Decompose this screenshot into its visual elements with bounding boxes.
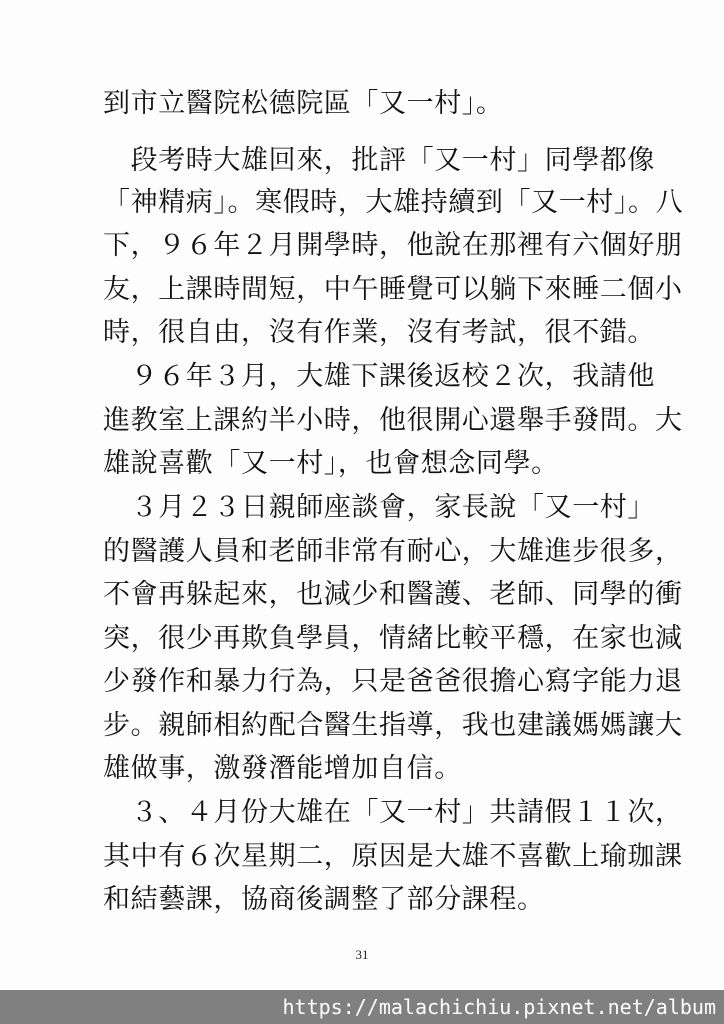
text-line: 段考時大雄回來，批評「又一村」同學都像	[103, 145, 655, 176]
text-line: 突，很少再欺負學員，情緒比較平穩，在家也減	[103, 623, 683, 654]
text-line: 時，很自由，沒有作業，沒有考試，很不錯。	[103, 317, 655, 348]
text-line: 「神精病」。寒假時，大雄持續到「又一村」。八	[103, 187, 684, 218]
text-line: 和結藝課，協商後調整了部分課程。	[103, 884, 545, 915]
page-number: 31	[355, 947, 369, 962]
text-line: 雄說喜歡「又一村」，也會想念同學。	[103, 448, 559, 479]
text-line: 其中有６次星期二，原因是大雄不喜歡上瑜珈課	[103, 841, 683, 872]
text-line: 不會再躲起來，也減少和醫護、老師、同學的衝	[103, 579, 683, 610]
text-line: 的醫護人員和老師非常有耐心，大雄進步很多，	[103, 536, 683, 567]
text-line: ９６年３月，大雄下課後返校２次，我請他	[103, 361, 655, 392]
text-line: 到市立醫院松德院區「又一村」。	[103, 88, 504, 119]
text-line: 少發作和暴力行為，只是爸爸很擔心寫字能力退	[103, 666, 683, 697]
text-line: 進教室上課約半小時，他很開心還舉手發問。大	[103, 405, 683, 436]
text-line: ３、４月份大雄在「又一村」共請假１１次，	[103, 797, 683, 828]
watermark-url: https://malachichiu.pixnet.net/album	[0, 990, 724, 1024]
text-line: 下，９６年２月開學時，他說在那裡有六個好朋	[103, 230, 683, 261]
text-line: 雄做事，激發潛能增加自信。	[103, 753, 462, 784]
text-line: ３月２３日親師座談會，家長說「又一村」	[103, 492, 655, 523]
text-line: 友，上課時間短，中午睡覺可以躺下來睡二個小	[103, 274, 683, 305]
text-line: 步。親師相約配合醫生指導，我也建議媽媽讓大	[103, 710, 683, 741]
